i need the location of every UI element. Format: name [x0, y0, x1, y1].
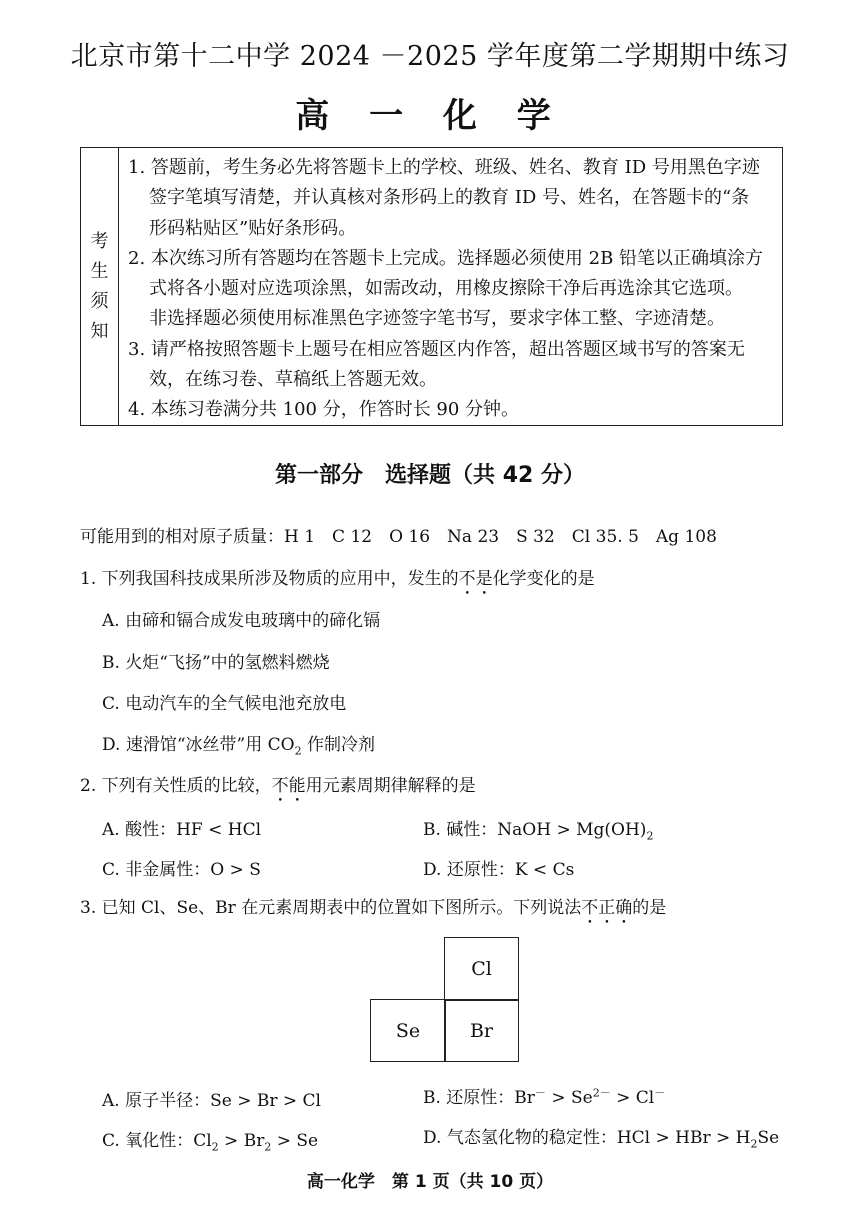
superscript: － — [654, 1086, 666, 1100]
notice-line: 2. 本次练习所有答题均在答题卡上完成。选择题必须使用 2B 铅笔以正确填涂方 — [128, 247, 764, 269]
stem-text: 的是 — [632, 898, 667, 918]
q2-option-a: A. 酸性：HF < HCl — [102, 820, 262, 840]
notice-line: 签字笔填写清楚，并认真核对条形码上的教育 ID 号、姓名，在答题卡的“条 — [149, 187, 750, 209]
option-text: D. 速滑馆“冰丝带”用 CO — [102, 735, 295, 755]
notice-body — [119, 148, 782, 425]
notice-label — [81, 148, 119, 425]
question-1-stem — [80, 564, 595, 599]
q1-option-b: B. 火炬“飞扬”中的氢燃料燃烧 — [102, 653, 330, 673]
notice-line: 非选择题必须使用标准黑色字迹签字笔书写，要求字体工整、字迹清楚。 — [149, 308, 725, 330]
notice-label-char: 考 — [90, 230, 109, 252]
exam-title: 北京市第十二中学 2024 －2025 学年度第二学期期中练习 — [70, 41, 790, 72]
stem-text: 化学变化的是 — [492, 569, 595, 589]
stem-text: 用元素周期律解释的是 — [305, 776, 476, 796]
emphasis-text: 不能 — [271, 776, 306, 796]
q3-option-b — [423, 1083, 665, 1108]
option-text: 作制冷剂 — [301, 735, 375, 755]
notice-line: 4. 本练习卷满分共 100 分，作答时长 90 分钟。 — [128, 399, 520, 421]
option-text: Se — [757, 1128, 780, 1148]
stem-text: 1. 下列我国科技成果所涉及物质的应用中，发生的 — [80, 569, 459, 589]
option-text: B. 还原性：Br — [423, 1088, 535, 1108]
subscript: 2 — [750, 1137, 758, 1151]
q1-option-a: A. 由碲和镉合成发电玻璃中的碲化镉 — [102, 611, 381, 631]
subscript: 2 — [211, 1140, 219, 1154]
notice-line: 1. 答题前，考生务必先将答题卡上的学校、班级、姓名、教育 ID 号用黑色字迹 — [128, 157, 760, 178]
emphasis-text: 不正确 — [581, 898, 633, 918]
notice-label-char: 知 — [90, 320, 109, 342]
option-text: > Cl — [610, 1088, 655, 1108]
q2-option-d: D. 还原性：K < Cs — [423, 860, 575, 880]
subscript: 2 — [646, 829, 654, 843]
q3-option-c — [102, 1126, 318, 1153]
q3-option-d — [423, 1123, 779, 1150]
notice-line: 式将各小题对应选项涂黑，如需改动，用橡皮擦除干净后再选涂其它选项。 — [149, 278, 743, 300]
subscript: 2 — [264, 1140, 272, 1154]
q2-option-b — [423, 815, 653, 842]
cell-se: Se — [370, 999, 446, 1062]
notice-label-char: 生 — [90, 260, 109, 282]
q3-option-a: A. 原子半径：Se > Br > Cl — [102, 1091, 321, 1111]
atomic-masses: 可能用到的相对原子质量：H 1 C 12 O 16 Na 23 S 32 Cl 35. 5 Ag 108 — [80, 527, 717, 547]
notice-label-char: 须 — [90, 290, 109, 312]
superscript: － — [534, 1086, 546, 1100]
option-text: > Se — [271, 1131, 319, 1151]
option-text: B. 碱性：NaOH > Mg(OH) — [423, 820, 647, 840]
question-2-stem — [80, 771, 476, 806]
notice-box — [80, 147, 783, 426]
notice-line: 形码粘贴区”贴好条形码。 — [149, 217, 357, 239]
option-text: > Br — [218, 1131, 265, 1151]
stem-text: 3. 已知 Cl、Se、Br 在元素周期表中的位置如下图所示。下列说法 — [80, 898, 582, 918]
page-footer: 高一化学 第 1 页（共 10 页） — [306, 1172, 554, 1192]
option-text: C. 氧化性：Cl — [102, 1131, 212, 1151]
q2-option-c: C. 非金属性：O > S — [102, 860, 261, 880]
notice-line: 3. 请严格按照答题卡上题号在相应答题区内作答，超出答题区域书写的答案无 — [128, 338, 745, 360]
superscript: 2－ — [592, 1086, 611, 1100]
subject-title: 高 一 化 学 — [295, 96, 565, 136]
section-title: 第一部分 选择题（共 42 分） — [275, 463, 585, 488]
option-text: > Se — [545, 1088, 593, 1108]
q1-option-d — [102, 730, 375, 757]
q1-option-c: C. 电动汽车的全气候电池充放电 — [102, 694, 347, 714]
cell-br: Br — [444, 999, 519, 1062]
subscript: 2 — [294, 744, 302, 758]
emphasis-text: 不是 — [458, 569, 493, 589]
cell-cl: Cl — [444, 937, 519, 1001]
notice-line: 效，在练习卷、草稿纸上答题无效。 — [149, 369, 437, 391]
stem-text: 2. 下列有关性质的比较， — [80, 776, 272, 796]
option-text: D. 气态氢化物的稳定性：HCl > HBr > H — [423, 1128, 751, 1148]
question-3-stem — [80, 893, 666, 928]
